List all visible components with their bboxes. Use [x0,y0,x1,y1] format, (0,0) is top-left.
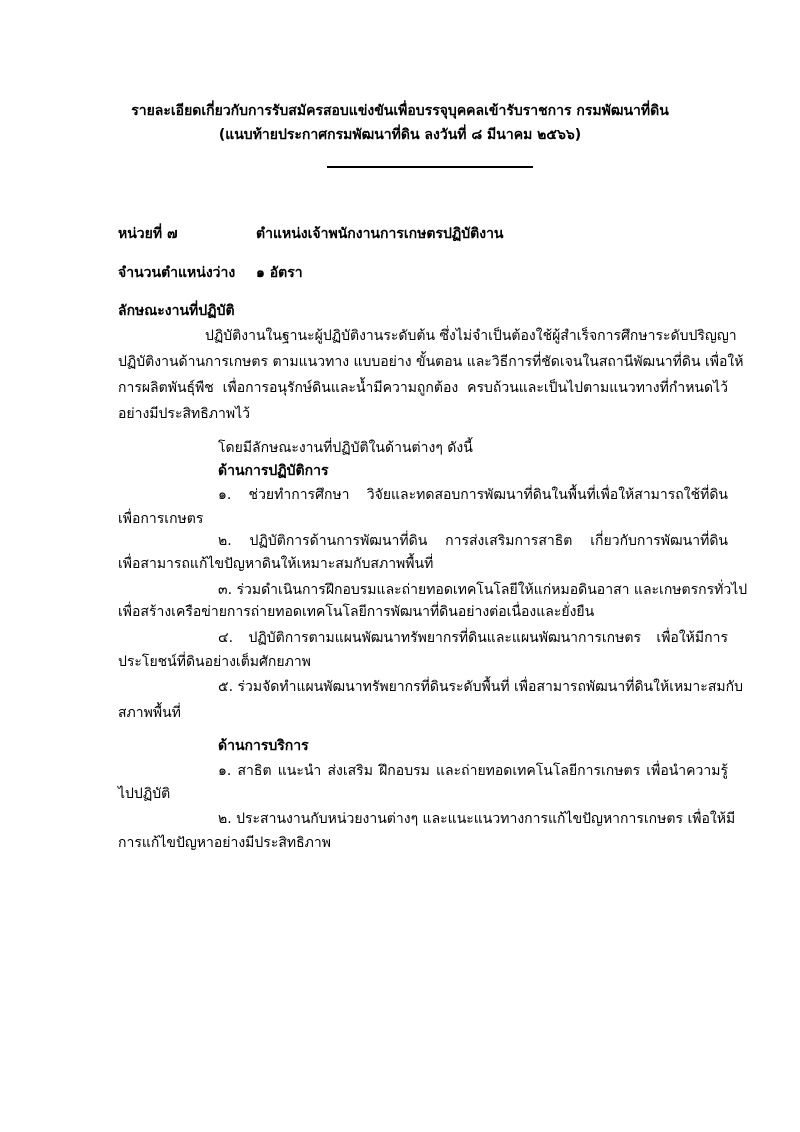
operations-item: ๔. ปฏิบัติการตามแผนพัฒนาทรัพยากรที่ดินและแผนพัฒนาการเกษตร เพื่อให้มีการ [218,630,728,646]
services-heading: ด้านการบริการ [218,738,309,754]
services-item: ๑. สาธิต แนะนำ ส่งเสริม ฝึกอบรม และถ่ายทอดเทคโนโลยีการเกษตร เพื่อนำความรู้ [218,763,728,779]
intro-line: การผลิตพันธุ์พืช เพื่อการอนุรักษ์ดินและน้ำมีความถูกต้อง ครบถ้วนและเป็นไปตามแนวทางที่กำหนดไว้ [118,380,728,396]
position-title: ตำแหน่งเจ้าพนักงานการเกษตรปฏิบัติงาน [256,226,504,242]
intro-line: ปฏิบัติงานในฐานะผู้ปฏิบัติงานระดับต้น ซึ่งไม่จำเป็นต้องใช้ผู้สำเร็จการศึกษาระดับปริญญา [205,328,737,344]
job-heading: ลักษณะงานที่ปฏิบัติ [118,303,235,319]
vacancy-value: ๑ อัตรา [256,265,303,281]
intro-line: ปฏิบัติงานด้านการเกษตร ตามแนวทาง แบบอย่าง ขั้นตอน และวิธีการที่ชัดเจนในสถานีพัฒนาที่ดิน เพื่อให้ [118,354,744,370]
operations-item-cont: เพื่อสามารถแก้ไขปัญหาดินให้เหมาะสมกับสภาพพื้นที่ [118,556,434,572]
operations-item-cont: ประโยชน์ที่ดินอย่างเต็มศักยภาพ [118,654,311,670]
operations-heading: ด้านการปฏิบัติการ [218,463,329,479]
operations-item: ๓. ร่วมดำเนินการฝึกอบรมและถ่ายทอดเทคโนโลยีให้แก่หมอดินอาสา และเกษตรกรทั่วไป [218,582,748,598]
services-item-cont: การแก้ไขปัญหาอย่างมีประสิทธิภาพ [118,835,331,851]
operations-item-cont: เพื่อการเกษตร [118,511,204,527]
vacancy-label: จำนวนตำแหน่งว่าง [118,265,236,281]
operations-item-cont: สภาพพื้นที่ [118,705,181,721]
intro-line: อย่างมีประสิทธิภาพไว้ [118,406,251,422]
areas-intro: โดยมีลักษณะงานที่ปฏิบัติในด้านต่างๆ ดังนี้ [218,440,473,456]
operations-item: ๒. ปฏิบัติการด้านการพัฒนาที่ดิน การส่งเสริมการสาธิต เกี่ยวกับการพัฒนาที่ดิน [218,533,728,549]
operations-item-cont: เพื่อสร้างเครือข่ายการถ่ายทอดเทคโนโลยีการพัฒนาที่ดินอย่างต่อเนื่องและยั่งยืน [118,604,595,620]
operations-item: ๕. ร่วมจัดทำแผนพัฒนาทรัพยากรที่ดินระดับพื้นที่ เพื่อสามารถพัฒนาที่ดินให้เหมาะสมกับ [218,679,743,695]
unit-label: หน่วยที่ ๗ [118,226,178,242]
document-subtitle: (แนบท้ายประกาศกรมพัฒนาที่ดิน ลงวันที่ ๘ มีนาคม ๒๕๖๖) [218,127,582,143]
document-title: รายละเอียดเกี่ยวกับการรับสมัครสอบแข่งขันเพื่อบรรจุบุคคลเข้ารับราชการ กรมพัฒนาที่ดิน [131,103,669,119]
operations-item: ๑. ช่วยทำการศึกษา วิจัยและทดสอบการพัฒนาที่ดินในพื้นที่เพื่อให้สามารถใช้ที่ดิน [218,487,728,503]
services-item-cont: ไปปฏิบัติ [118,786,171,802]
services-item: ๒. ประสานงานกับหน่วยงานต่างๆ และแนะแนวทางการแก้ไขปัญหาการเกษตร เพื่อให้มี [218,811,736,827]
title-divider [327,166,533,168]
